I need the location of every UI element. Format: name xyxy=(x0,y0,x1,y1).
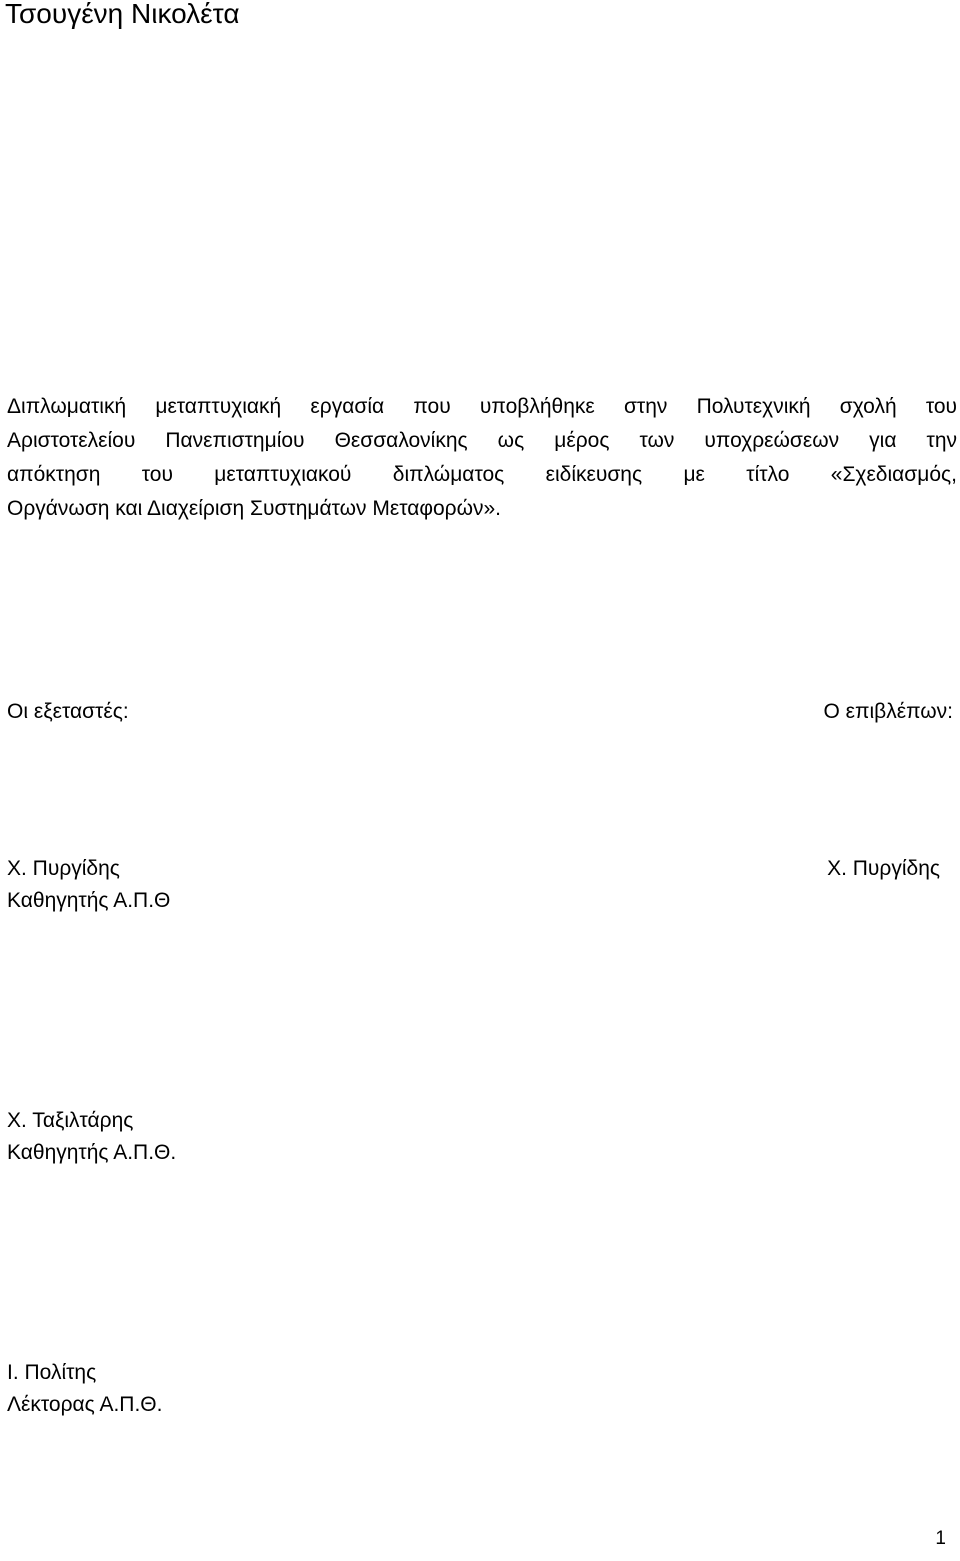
thesis-description-line: Οργάνωση και Διαχείριση Συστημάτων Μεταφορών». xyxy=(7,497,502,520)
examiner-title: Λέκτορας Α.Π.Θ. xyxy=(7,1393,163,1416)
thesis-description xyxy=(7,390,957,526)
examiner-name: Χ. Ταξιλτάρης xyxy=(7,1109,134,1132)
page-number: 1 xyxy=(935,1528,946,1549)
examiner-name: Χ. Πυργίδης xyxy=(7,857,120,880)
supervisor xyxy=(827,853,940,885)
author-name: Τσουγένη Νικολέτα xyxy=(5,0,240,29)
examiner-2 xyxy=(7,1105,176,1169)
examiner-title: Καθηγητής Α.Π.Θ xyxy=(7,889,171,912)
thesis-description-line: απόκτηση του μεταπτυχιακού διπλώματος ειδίκευσης με τίτλο «Σχεδιασμός, xyxy=(7,463,957,486)
examiner-1 xyxy=(7,853,170,917)
thesis-description-line: Αριστοτελείου Πανεπιστημίου Θεσσαλονίκης ως μέρος των υποχρεώσεων για την xyxy=(7,429,957,452)
examiner-title: Καθηγητής Α.Π.Θ. xyxy=(7,1141,177,1164)
examiner-name: Ι. Πολίτης xyxy=(7,1361,97,1384)
thesis-description-line: Διπλωματική μεταπτυχιακή εργασία που υποβλήθηκε στην Πολυτεχνική σχολή του xyxy=(7,395,957,418)
supervisor-name: Χ. Πυργίδης xyxy=(827,857,940,880)
examiner-3 xyxy=(7,1357,162,1421)
examiners-label: Οι εξεταστές: xyxy=(7,700,129,723)
supervisor-label: Ο επιβλέπων: xyxy=(823,700,953,723)
